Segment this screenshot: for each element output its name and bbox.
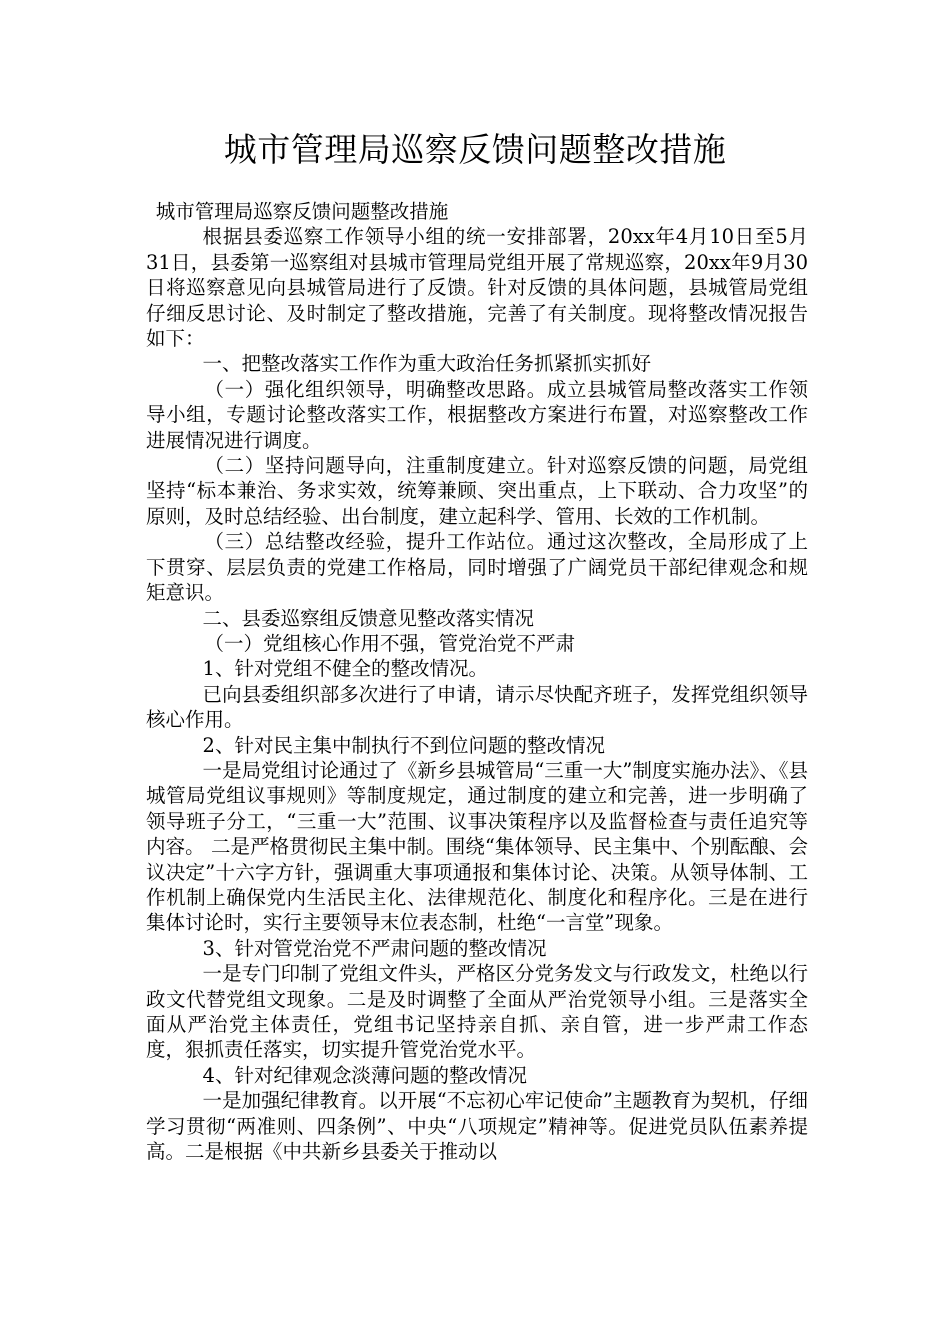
section-heading: 一、把整改落实工作作为重大政治任务抓紧抓实抓好 (202, 352, 652, 376)
document-body (146, 199, 808, 1164)
item-heading: 2、针对民主集中制执行不到位问题的整改情况 (202, 733, 605, 757)
body-paragraph: 根据县委巡察工作领导小组的统一安排部署，20xx年4月10日至5月31日，县委第一巡察组对县城市管理局党组开展了常规巡察，20xx年9月30日将巡察意见向县城管局进行了反馈。针对反馈的具体问题，县城管局党组仔细反思讨论、及时制定了整改措施，完善了有关制度。现将整改情况报告如下： (146, 225, 808, 351)
body-paragraph: 一是加强纪律教育。以开展“不忘初心牢记使命”主题教育为契机，仔细学习贯彻“两准则、四条例”、中央“八项规定”精神等。促进党员队伍素养提高。二是根据《中共新乡县委关于推动以 (146, 1089, 808, 1164)
item-heading: 1、针对党组不健全的整改情况。 (202, 657, 488, 681)
subsection-heading: （一）党组核心作用不强，管党治党不严肃 (204, 631, 576, 655)
body-paragraph: （三）总结整改经验，提升工作站位。通过这次整改，全局形成了上下贯穿、层层负责的党建工作格局，同时增强了广阔党员干部纪律观念和规矩意识。 (146, 530, 808, 605)
document-title: 城市管理局巡察反馈问题整改措施 (223, 130, 727, 169)
body-paragraph: 一是专门印制了党组文件头，严格区分党务发文与行政发文，杜绝以行政文代替党组文现象。二是及时调整了全面从严治党领导小组。三是落实全面从严治党主体责任，党组书记坚持亲自抓、亲自管，进一步严肃工作态度，狠抓责任落实，切实提升管党治党水平。 (146, 962, 808, 1062)
body-paragraph: （二）坚持问题导向，注重制度建立。针对巡察反馈的问题，局党组坚持“标本兼治、务求实效，统筹兼顾、突出重点，上下联动、合力攻坚”的原则，及时总结经验、出台制度，建立起科学、管用、长效的工作机制。 (146, 454, 808, 528)
item-heading: 4、针对纪律观念淡薄问题的整改情况 (202, 1063, 527, 1087)
body-paragraph: （一）强化组织领导，明确整改思路。成立县城管局整改落实工作领导小组，专题讨论整改落实工作，根据整改方案进行布置，对巡察整改工作进展情况进行调度。 (146, 377, 808, 452)
body-paragraph: 城市管理局巡察反馈问题整改措施 (155, 200, 449, 223)
body-paragraph: 一是局党组讨论通过了《新乡县城管局“三重一大”制度实施办法》、《县城管局党组议事规则》等制度规定，通过制度的建立和完善，进一步明确了领导班子分工，“三重一大”范围、议事决策程序以及监督检查与责任追究等内容。 二是严格贯彻民主集中制。围绕“集体领导、民主集中、个别酝酿、会议决定”十六字方针，强调重大事项通报和集体讨论、决策。从领导体制、工作机制上确保党内生活民主化、法律规范化、制度化和程序化。三是在进行集体讨论时，实行主要领导末位表态制，杜绝“一言堂”现象。 (146, 758, 808, 935)
item-heading: 3、针对管党治党不严肃问题的整改情况 (202, 936, 547, 960)
section-heading: 二、县委巡察组反馈意见整改落实情况 (202, 606, 535, 630)
body-paragraph: 已向县委组织部多次进行了申请，请示尽快配齐班子，发挥党组织领导核心作用。 (146, 682, 808, 732)
